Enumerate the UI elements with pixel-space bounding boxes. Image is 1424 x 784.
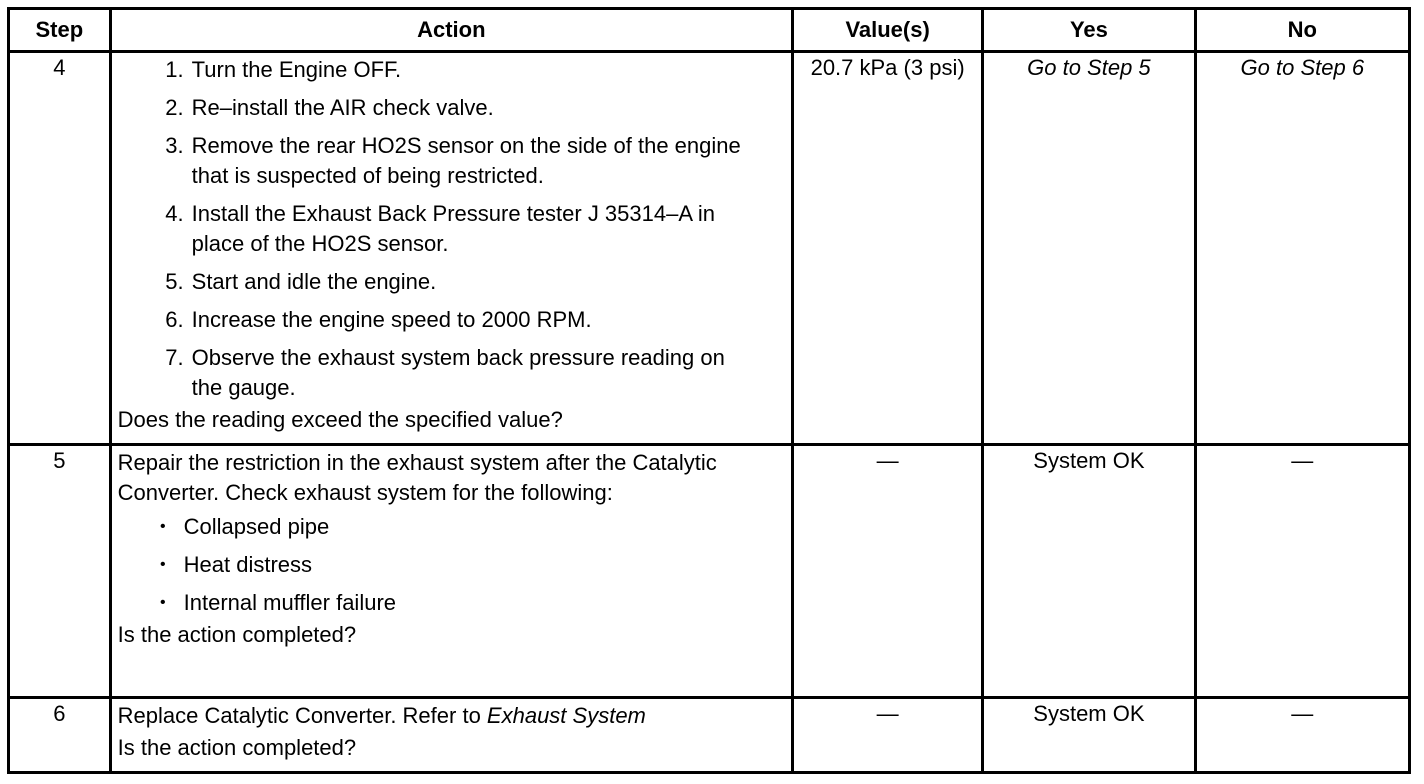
header-row	[9, 9, 1410, 52]
list-item: • Internal muffler failure	[160, 590, 397, 615]
no-answer: —	[1195, 698, 1409, 773]
action-cell	[110, 445, 792, 698]
list-item: 5. Start and idle the engine.	[165, 269, 437, 294]
no-answer: Go to Step 6	[1195, 52, 1409, 445]
list-item: • Collapsed pipe	[160, 514, 330, 539]
yes-answer: System OK	[983, 445, 1195, 698]
table-row	[9, 52, 1410, 445]
action-cell	[110, 698, 792, 773]
action-cell	[110, 52, 792, 445]
action-intro: Replace Catalytic Converter. Refer to Exhaust System	[117, 703, 646, 728]
question-text: Does the reading exceed the specified value?	[117, 407, 563, 432]
header-action: Action	[110, 9, 792, 52]
table-row	[9, 445, 1410, 698]
value-cell: —	[793, 445, 983, 698]
step-number: 4	[9, 52, 111, 445]
list-item: 7. Observe the exhaust system back pressure reading on the gauge.	[165, 345, 725, 400]
header-no: No	[1195, 9, 1409, 52]
step-number: 6	[9, 698, 111, 773]
list-item: 3. Remove the rear HO2S sensor on the side of the engine that is suspected of being restricted.	[165, 133, 741, 188]
header-step: Step	[9, 9, 111, 52]
value-cell: 20.7 kPa (3 psi)	[793, 52, 983, 445]
table-row	[9, 698, 1410, 773]
list-item: 6. Increase the engine speed to 2000 RPM.	[165, 307, 592, 332]
question-text: Is the action completed?	[117, 735, 357, 760]
list-item: 2. Re–install the AIR check valve.	[165, 95, 494, 120]
diagnostic-table	[7, 7, 1411, 774]
header-yes: Yes	[983, 9, 1195, 52]
bullet-list	[118, 512, 785, 618]
list-item: • Heat distress	[160, 552, 313, 577]
no-answer: —	[1195, 445, 1409, 698]
yes-answer: System OK	[983, 698, 1195, 773]
action-intro: Repair the restriction in the exhaust system after the Catalytic Converter. Check exhaust system for the following:	[117, 450, 717, 505]
reference-link[interactable]: Exhaust System	[486, 703, 646, 728]
value-cell: —	[793, 698, 983, 773]
step-number: 5	[9, 445, 111, 698]
procedure-list	[118, 55, 785, 403]
list-item: 4. Install the Exhaust Back Pressure tester J 35314–A in place of the HO2S sensor.	[165, 201, 716, 256]
list-item: 1. Turn the Engine OFF.	[165, 57, 402, 82]
question-text: Is the action completed?	[117, 622, 357, 647]
header-values: Value(s)	[793, 9, 983, 52]
yes-answer: Go to Step 5	[983, 52, 1195, 445]
